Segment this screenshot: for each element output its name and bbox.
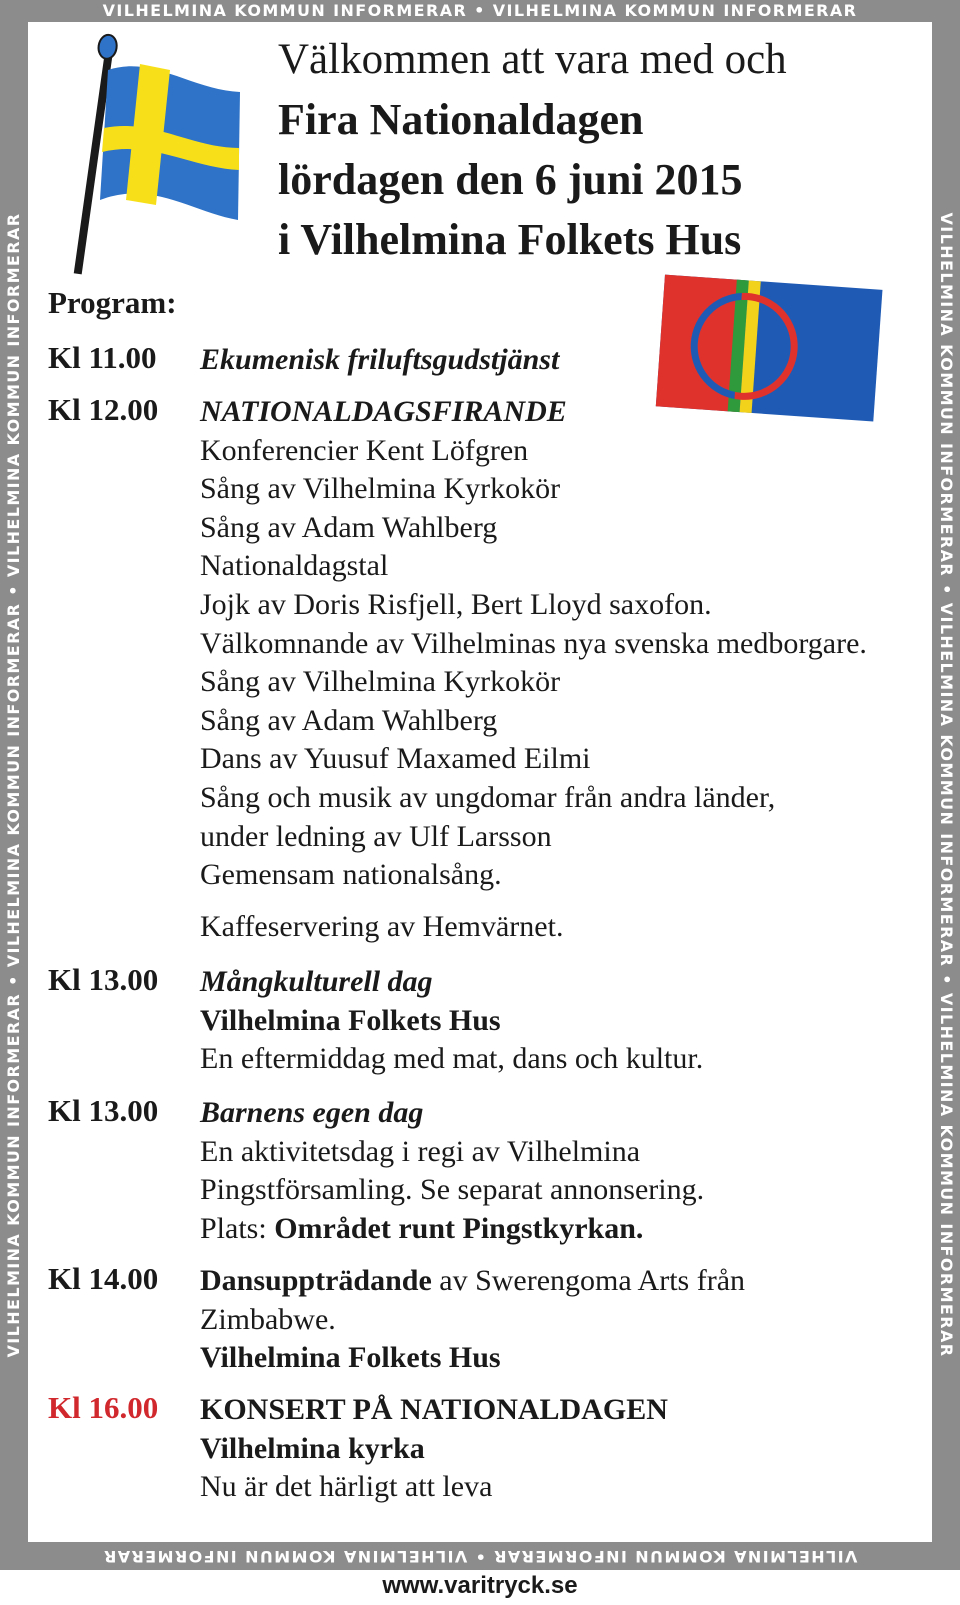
entry-line: Zimbabwe. (200, 1302, 336, 1336)
location-label: Plats: (200, 1211, 275, 1245)
entry-details (200, 1094, 920, 1248)
entry-details (200, 341, 920, 380)
entry-line: Kaffeservering av Hemvärnet. (200, 909, 564, 943)
entry-line: under ledning av Ulf Larsson (200, 819, 552, 853)
border-band-right: VILHELMINA KOMMUN INFORMERAR • VILHELMINA KOMMUN INFORMERAR • VILHELMINA KOMMUN INFORMERAR (937, 212, 956, 1358)
entry-venue: Vilhelmina Folkets Hus (200, 1341, 501, 1375)
entry-heading-line (200, 1262, 920, 1301)
entry-line: Välkomnande av Vilhelminas nya svenska medborgare. (200, 626, 867, 660)
border-band-bottom: VILHELMINA KOMMUN INFORMERAR • VILHELMINA KOMMUN INFORMERAR (102, 1547, 858, 1566)
swedish-flag-icon (42, 30, 252, 280)
entry-details (200, 1262, 920, 1378)
title-line-2: Fira Nationaldagen (278, 95, 644, 144)
entry-line: Sång av Adam Wahlberg (200, 703, 498, 737)
title-line-1: Välkommen att vara med och (278, 36, 787, 83)
entry-line: Nu är det härligt att leva (200, 1470, 493, 1504)
entry-line: Nationaldagstal (200, 549, 389, 583)
entry-details (200, 1391, 920, 1507)
title-line-3: lördagen den 6 juni 2015 (278, 155, 743, 204)
entry-heading: KONSERT PÅ NATIONALDAGEN (200, 1393, 668, 1426)
entry-line: En eftermiddag med mat, dans och kultur. (200, 1042, 704, 1076)
entry-details (200, 963, 920, 1079)
entry-line: Dans av Yuusuf Maxamed Eilmi (200, 742, 591, 776)
location-value: Området runt Pingstkyrkan. (274, 1211, 644, 1245)
entry-line: Pingstförsamling. Se separat annonsering. (200, 1173, 705, 1207)
entry-details (200, 393, 920, 946)
entry-venue: Vilhelmina Folkets Hus (200, 1003, 501, 1037)
entry-line: Sång av Vilhelmina Kyrkokör (200, 665, 561, 699)
entry-time: Kl 16.00 (48, 1390, 159, 1425)
program-label: Program: (48, 285, 177, 320)
border-band-top: VILHELMINA KOMMUN INFORMERAR • VILHELMINA KOMMUN INFORMERAR (102, 1, 858, 20)
entry-location (200, 1210, 920, 1249)
entry-line: Sång av Adam Wahlberg (200, 510, 498, 544)
entry-line: Konferencier Kent Löfgren (200, 433, 529, 467)
entry-time: Kl 13.00 (48, 1093, 159, 1128)
entry-time: Kl 11.00 (48, 340, 157, 375)
entry-heading-rest: av Swerengoma Arts från (431, 1264, 746, 1297)
entry-line: En aktivitetsdag i regi av Vilhelmina (200, 1134, 641, 1168)
entry-heading: Dansuppträdande (200, 1264, 432, 1297)
entry-heading: Barnens egen dag (200, 1096, 424, 1129)
entry-time: Kl 14.00 (48, 1261, 159, 1296)
entry-line: Sång av Vilhelmina Kyrkokör (200, 472, 561, 506)
entry-heading: Ekumenisk friluftsgudstjänst (200, 343, 560, 376)
border-band-left: VILHELMINA KOMMUN INFORMERAR • VILHELMINA KOMMUN INFORMERAR • VILHELMINA KOMMUN INFORMERAR (4, 212, 23, 1358)
footer-url[interactable]: www.varitryck.se (382, 1572, 578, 1599)
entry-venue: Vilhelmina kyrka (200, 1431, 425, 1465)
entry-line: Gemensam nationalsång. (200, 858, 502, 892)
entry-heading: Mångkulturell dag (200, 965, 433, 998)
entry-line: Jojk av Doris Risfjell, Bert Lloyd saxofon. (200, 587, 712, 621)
entry-line: Sång och musik av ungdomar från andra länder, (200, 780, 776, 814)
entry-time: Kl 12.00 (48, 392, 159, 427)
entry-heading: NATIONALDAGSFIRANDE (200, 395, 567, 428)
title-line-4: i Vilhelmina Folkets Hus (278, 215, 742, 264)
entry-time: Kl 13.00 (48, 962, 159, 997)
event-title (278, 30, 787, 270)
